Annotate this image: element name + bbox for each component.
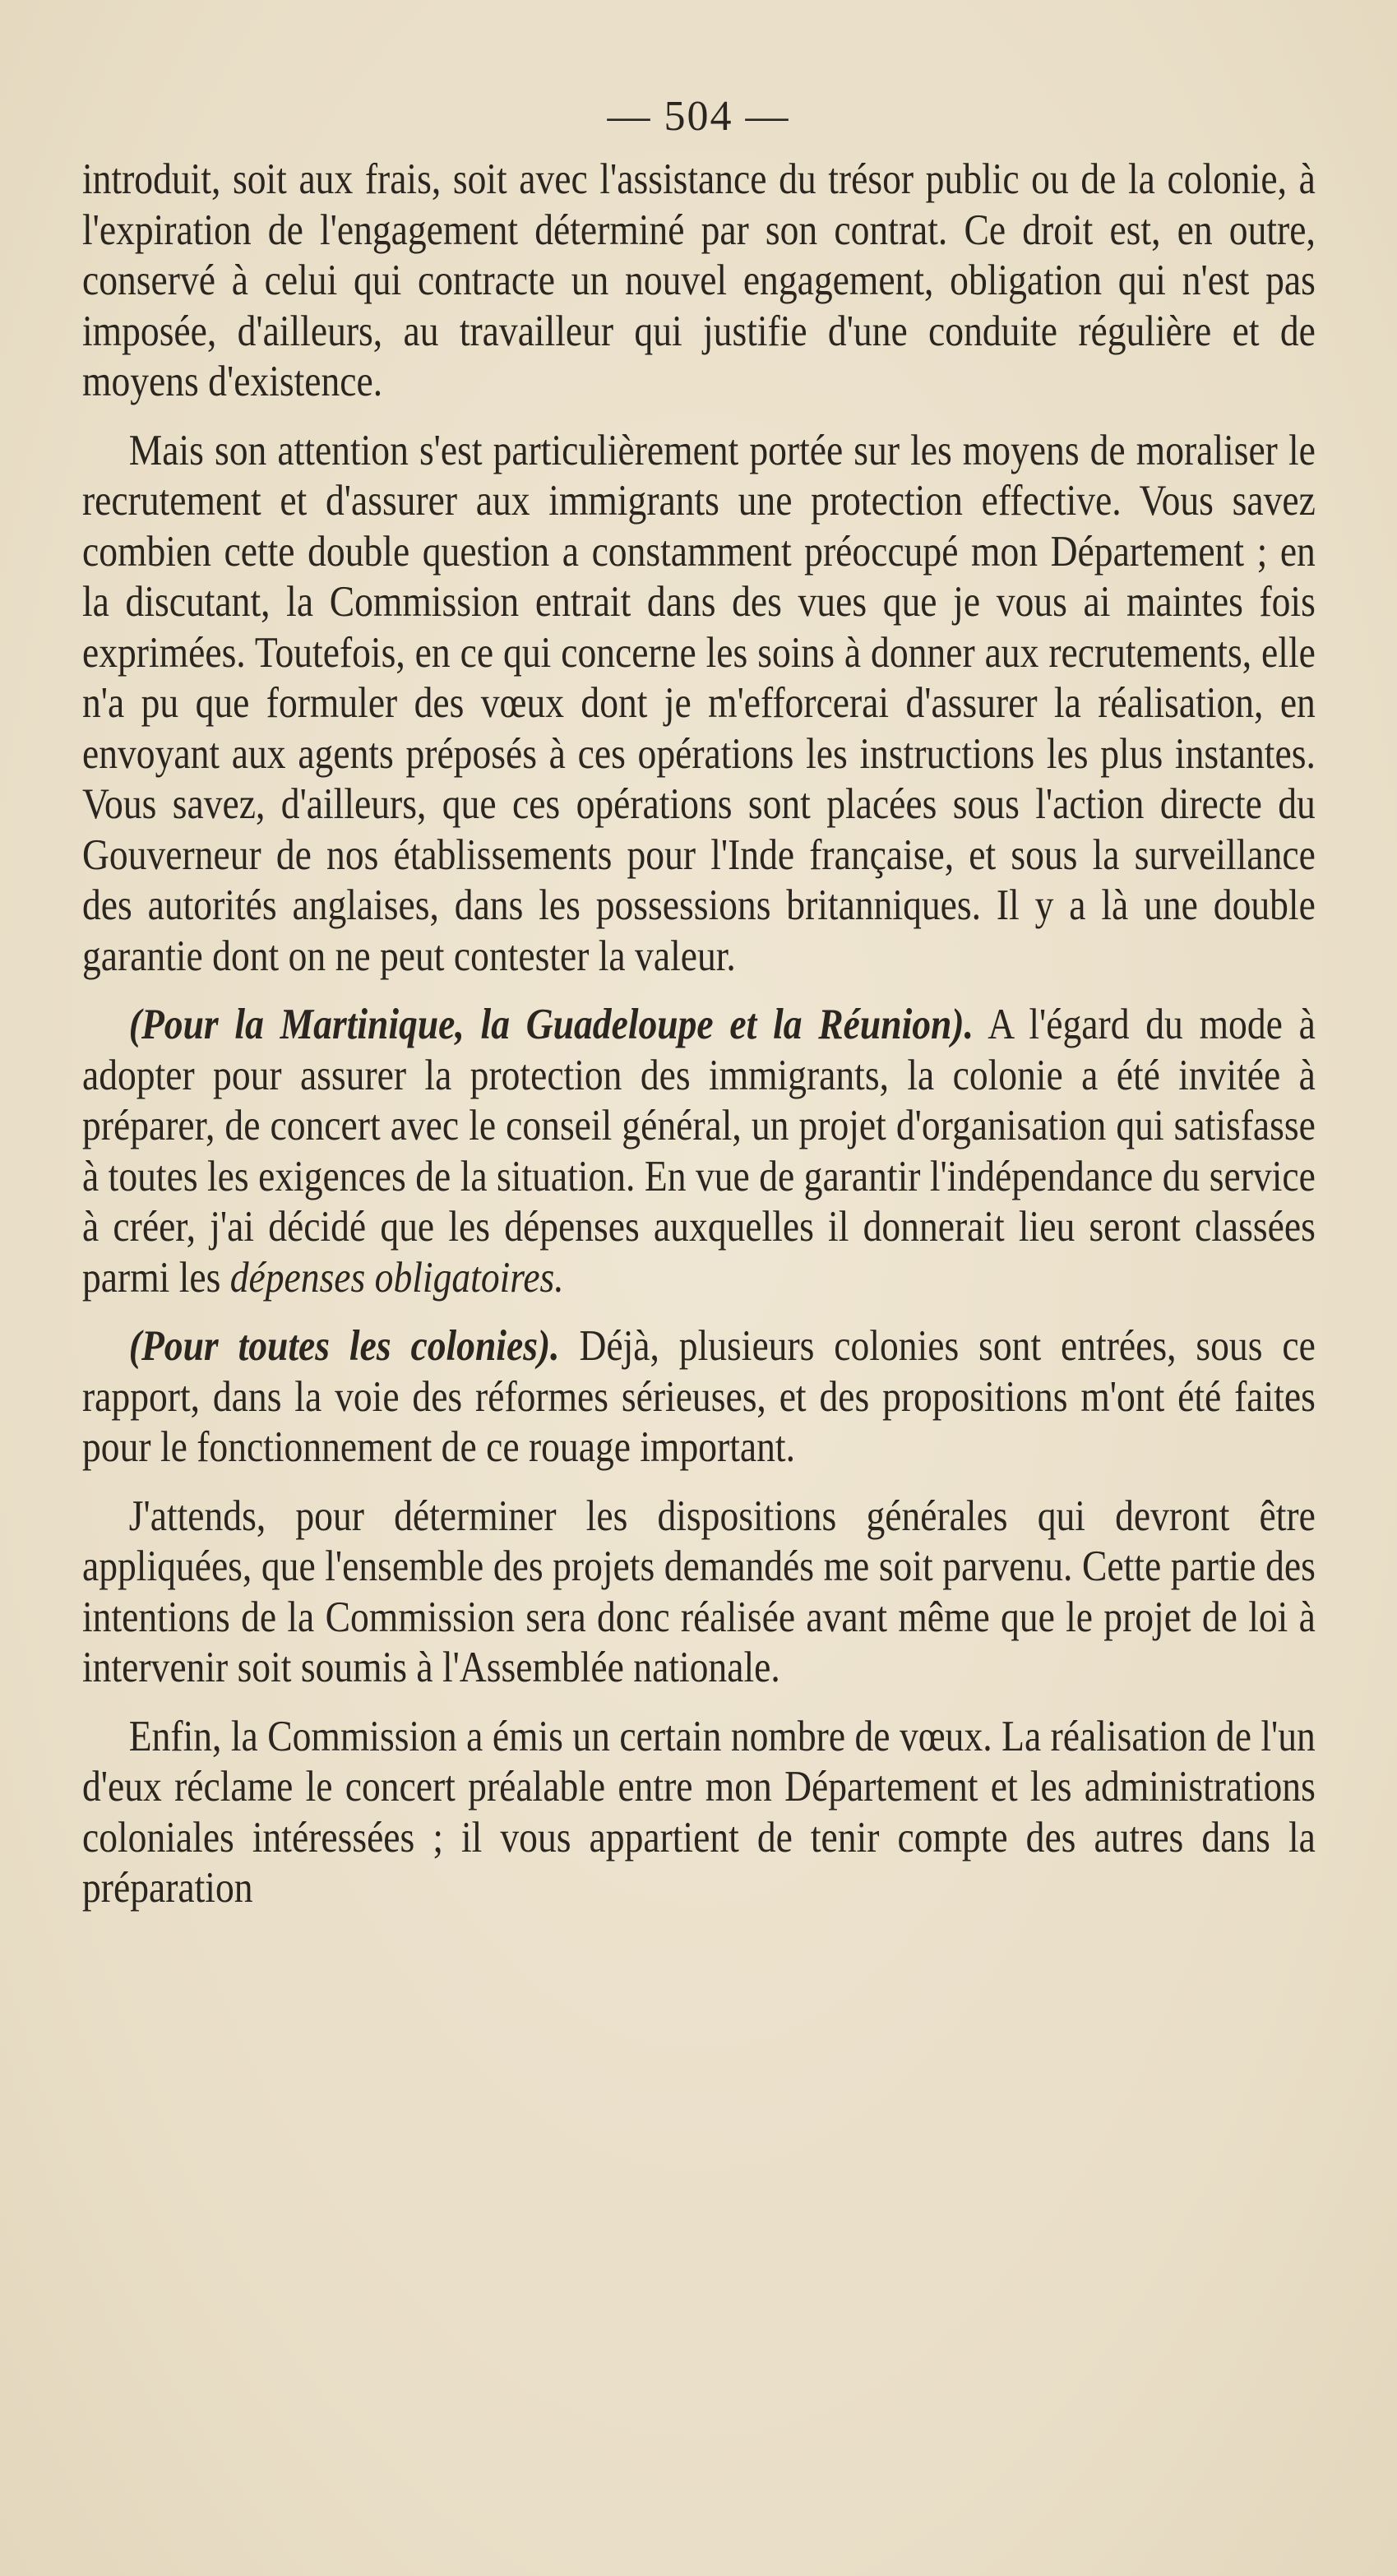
paragraph-recruitment: Mais son attention s'est particulièrement portée sur les moyens de moraliser le recrutement et d'assurer aux immigrants une protection effective. Vous savez combien cette double question a constamment préoccupé mon Département ; en la discutant, la Commission entrait dans des vues que je vous ai maintes fois exprimées. Toutefois, en ce qui concerne les soins à donner aux recrutements, elle n'a pu que formuler des vœux dont je m'efforcerai d'assurer la réalisation, en envoyant aux agents préposés à ces opérations les instructions les plus instantes. Vous savez, d'ailleurs, que ces opérations sont placées sous l'action directe du Gouverneur de nos établissements pour l'Inde française, et sous la surveillance des autorités anglaises, dans les possessions britanniques. Il y a là une double garantie dont on ne peut contester la valeur. (82, 426, 1316, 980)
body-text (82, 155, 1316, 1932)
paragraph-protection (82, 1000, 1316, 1303)
paragraph-body: Déjà, plusieurs colonies sont entrées, sous ce rapport, dans la voie des réformes sérieuses, et des propositions m'ont été faites pour le fonctionnement de ce rouage important. (82, 1322, 1316, 1471)
emphasis-obligatory-expenses: dépenses obligatoires. (229, 1253, 564, 1302)
page-number: — 504 — (607, 93, 790, 140)
paragraph-waiting: J'attends, pour déterminer les dispositions générales qui devront être appliquées, que l'ensemble des projets demandés me soit parvenu. Cette partie des intentions de la Commission sera donc réalisée avant même que le projet de loi à intervenir soit soumis à l'Assemblée nationale. (82, 1491, 1316, 1691)
paragraph-body: A l'égard du mode à adopter pour assurer la protection des immigrants, la colonie a été invitée à préparer, de concert avec le conseil général, un projet d'organisation qui satisfasse à toutes les exigences de la situation. En vue de garantir l'indépendance du service à créer, j'ai décidé que les dépenses auxquelles il donnerait lieu seront classées parmi les (82, 1001, 1316, 1302)
paragraph-lead-all-colonies: (Pour toutes les colonies). (128, 1322, 560, 1370)
paragraph-continuation: introduit, soit aux frais, soit avec l'assistance du trésor public ou de la colonie, à l'expiration de l'engagement déterminé par son contrat. Ce droit est, en outre, conservé à celui qui contracte un nouvel engagement, obligation qui n'est pas imposée, d'ailleurs, au travailleur qui justifie d'une conduite régulière et de moyens d'existence. (82, 155, 1316, 405)
paragraph-lead-colonies-list: (Pour la Martinique, la Guadeloupe et la Réunion). (128, 1001, 974, 1048)
paragraph-wishes: Enfin, la Commission a émis un certain nombre de vœux. La réalisation de l'un d'eux réclame le concert préalable entre mon Département et les administrations coloniales intéressées ; il vous appartient de tenir compte des autres dans la préparation (82, 1712, 1316, 1912)
paragraph-all-colonies (82, 1321, 1316, 1473)
